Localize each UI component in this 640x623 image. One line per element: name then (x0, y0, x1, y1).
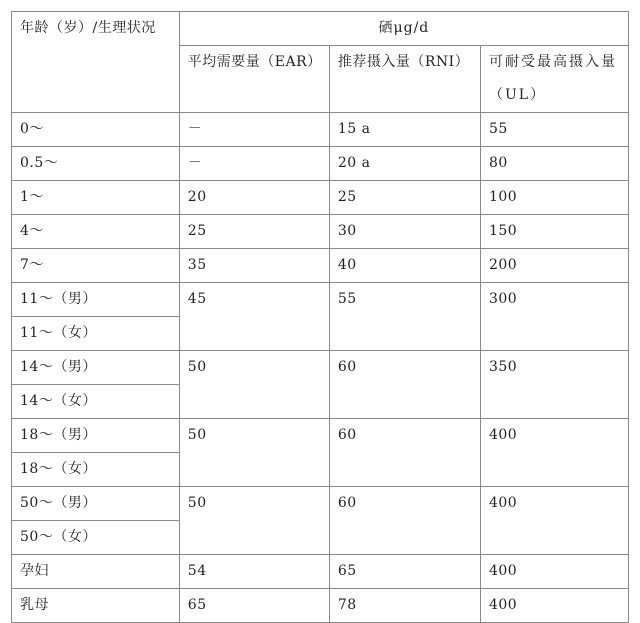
table-row (12, 351, 629, 385)
age-cell: 孕妇 (12, 555, 180, 589)
age-cell: 7～ (12, 249, 180, 283)
ear-cell: － (179, 147, 329, 181)
age-cell: 4～ (12, 215, 180, 249)
selenium-intake-table (11, 11, 629, 623)
ul-cell: 350 (480, 351, 628, 419)
ul-cell: 300 (480, 283, 628, 351)
ear-cell: 50 (179, 419, 329, 487)
ear-cell: 65 (179, 589, 329, 623)
age-cell: 乳母 (12, 589, 180, 623)
rni-cell: 40 (329, 249, 480, 283)
age-cell: 11～（男） (12, 283, 180, 317)
ear-cell: 20 (179, 181, 329, 215)
rni-cell: 65 (329, 555, 480, 589)
table-row (12, 555, 629, 589)
age-cell: 50～（女） (12, 521, 180, 555)
age-cell: 1～ (12, 181, 180, 215)
ear-cell: 50 (179, 351, 329, 419)
ul-cell: 400 (480, 487, 628, 555)
rni-cell: 60 (329, 351, 480, 419)
rni-cell: 55 (329, 283, 480, 351)
header-selenium: 硒μg/d (179, 12, 628, 46)
ear-cell: － (179, 113, 329, 147)
header-ul: 可耐受最高摄入量（UL） (480, 46, 628, 113)
ear-cell: 25 (179, 215, 329, 249)
ul-cell: 400 (480, 419, 628, 487)
ul-cell: 400 (480, 589, 628, 623)
rni-cell: 30 (329, 215, 480, 249)
ul-cell: 400 (480, 555, 628, 589)
ul-cell: 150 (480, 215, 628, 249)
table-header-row (12, 12, 629, 46)
header-age: 年龄（岁）/生理状况 (12, 12, 180, 113)
table-row (12, 215, 629, 249)
ear-cell: 54 (179, 555, 329, 589)
age-cell: 14～（男） (12, 351, 180, 385)
age-cell: 0～ (12, 113, 180, 147)
table-row (12, 249, 629, 283)
table-row (12, 419, 629, 453)
ear-cell: 50 (179, 487, 329, 555)
ul-cell: 200 (480, 249, 628, 283)
table-row (12, 181, 629, 215)
ear-cell: 45 (179, 283, 329, 351)
table-row (12, 283, 629, 317)
ul-cell: 100 (480, 181, 628, 215)
table-row (12, 147, 629, 181)
age-cell: 11～（女） (12, 317, 180, 351)
table-row (12, 113, 629, 147)
rni-cell: 78 (329, 589, 480, 623)
age-cell: 14～（女） (12, 385, 180, 419)
rni-cell: 15 a (329, 113, 480, 147)
ear-cell: 35 (179, 249, 329, 283)
ul-cell: 55 (480, 113, 628, 147)
table-row (12, 487, 629, 521)
age-cell: 18～（女） (12, 453, 180, 487)
rni-cell: 60 (329, 419, 480, 487)
age-cell: 0.5～ (12, 147, 180, 181)
age-cell: 50～（男） (12, 487, 180, 521)
rni-cell: 25 (329, 181, 480, 215)
age-cell: 18～（男） (12, 419, 180, 453)
header-rni: 推荐摄入量（RNI） (329, 46, 480, 113)
table-row (12, 589, 629, 623)
rni-cell: 60 (329, 487, 480, 555)
header-ear: 平均需要量（EAR） (179, 46, 329, 113)
rni-cell: 20 a (329, 147, 480, 181)
ul-cell: 80 (480, 147, 628, 181)
